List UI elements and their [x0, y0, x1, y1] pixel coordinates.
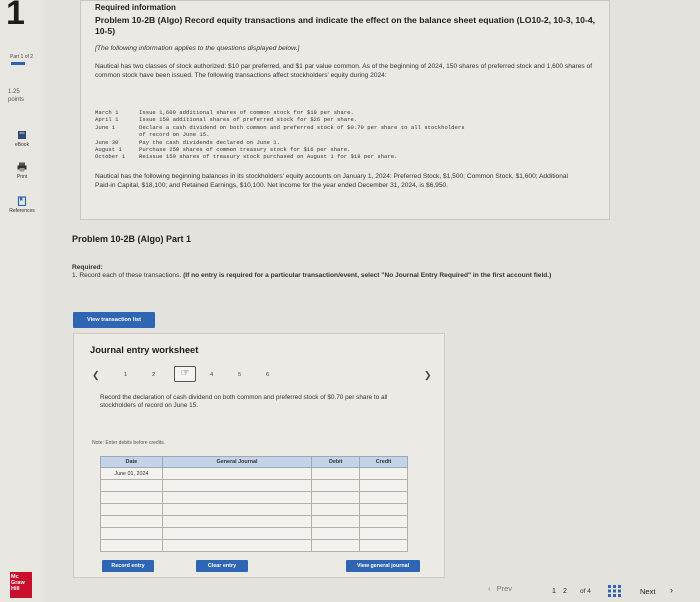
transaction-row: [95, 109, 465, 116]
credit-cell[interactable]: [360, 492, 408, 504]
step-1[interactable]: 1: [124, 372, 128, 378]
debit-cell[interactable]: [312, 516, 360, 528]
intro-text: Nautical has two classes of stock authorized: $10 par preferred, and $1 par value common. As of the beginning of 2024, 150 shares of preferred stock and 1,600 shares of common stock have been issued. The following transactions affect stockholders' equity during 2024:: [95, 63, 593, 79]
transaction-text: Issue 1,600 additional shares of common stock for $19 per share.: [139, 109, 354, 116]
transaction-text: Pay the cash dividends declared on June 1.: [139, 138, 280, 146]
logo-line-2: Graw: [11, 580, 25, 586]
transaction-date: June 1: [95, 123, 116, 131]
transaction-text: Declare a cash dividend on both common and preferred stock of $0.70 per share to all stockholders: [139, 123, 465, 131]
print-label: Print: [16, 174, 28, 180]
transaction-row: [95, 146, 465, 153]
credit-cell[interactable]: [360, 540, 408, 552]
logo-line-1: Mc: [11, 574, 19, 580]
required-label: Required:: [72, 264, 103, 271]
required-information-panel: [80, 0, 610, 220]
account-cell[interactable]: [162, 492, 311, 504]
col-date: Date: [101, 457, 163, 468]
chevron-left-icon: ‹: [488, 584, 491, 593]
transaction-date: March 1: [95, 109, 119, 116]
references-icon: [17, 196, 27, 206]
page-total: of 4: [580, 588, 591, 595]
applies-note: [The following information applies to the questions displayed below.]: [95, 45, 300, 52]
part-indicator: Part 1 of 2: [10, 54, 34, 60]
credit-cell[interactable]: [360, 528, 408, 540]
journal-header-row: [101, 457, 408, 468]
transaction-row: [95, 124, 465, 131]
transaction-date: June 30: [95, 138, 119, 146]
hand-pointer-icon: ☞: [180, 368, 190, 379]
transaction-date: [95, 131, 139, 138]
credit-cell[interactable]: [360, 516, 408, 528]
book-icon: [17, 130, 27, 140]
col-general-journal: General Journal: [162, 457, 311, 468]
account-cell[interactable]: [162, 504, 311, 516]
references-label: References: [9, 208, 35, 214]
transaction-text: of record on June 15.: [139, 131, 210, 139]
step-4[interactable]: 4: [210, 372, 214, 378]
debit-cell[interactable]: [312, 540, 360, 552]
print-button[interactable]: [6, 162, 38, 180]
worksheet-description: Record the declaration of cash dividend on both common and preferred stock of $0.70 per share to all stockholders of record on June 15.: [100, 394, 388, 410]
chevron-right-icon[interactable]: ›: [670, 585, 673, 595]
table-row: [101, 480, 408, 492]
required-text: [72, 272, 612, 281]
page-2[interactable]: 2: [563, 588, 567, 595]
table-row: [101, 468, 408, 480]
account-cell[interactable]: [162, 516, 311, 528]
grid-icon[interactable]: [608, 585, 621, 597]
transaction-row: [95, 116, 465, 123]
problem-title: Problem 10-2B (Algo) Record equity transactions and indicate the effect on the balance sheet equation (LO10-2, 10-3, 10-4, 10-5): [95, 15, 595, 36]
debit-cell[interactable]: [312, 468, 360, 480]
account-cell[interactable]: [162, 540, 311, 552]
view-general-journal-button[interactable]: View general journal: [346, 560, 420, 572]
transactions-list: [95, 109, 465, 161]
view-transaction-list-button[interactable]: View transaction list: [73, 312, 155, 328]
part-title: Problem 10-2B (Algo) Part 1: [72, 234, 192, 244]
date-cell[interactable]: [101, 492, 163, 504]
journal-entry-worksheet: [73, 333, 445, 578]
logo-line-3: Hill: [11, 586, 20, 592]
credit-cell[interactable]: [360, 468, 408, 480]
left-rail: [0, 0, 44, 602]
bottom-navigation: [480, 582, 700, 602]
table-row: [101, 504, 408, 516]
step-5[interactable]: 5: [238, 372, 242, 378]
required-instruction: 1. Record each of these transactions.: [72, 272, 182, 279]
points-label: points: [8, 97, 25, 103]
debit-cell[interactable]: [312, 492, 360, 504]
beginning-balances-text: Nautical has the following beginning balances in its stockholders' equity accounts on January 1, 2024: Preferred Stock, $1,500; Common Stock, $1,600; Additional Paid-in Capital, $18,100; and Retained Earnings, $10,100. Net income for the year ended December 31, 2024, is $6,950.: [95, 173, 568, 189]
ebook-button[interactable]: [6, 130, 38, 148]
record-entry-button[interactable]: Record entry: [102, 560, 154, 572]
points: [8, 88, 24, 104]
chevron-right-icon[interactable]: ❯: [424, 370, 432, 380]
account-cell[interactable]: [162, 528, 311, 540]
journal-table: [100, 456, 408, 552]
references-button[interactable]: [6, 196, 38, 214]
page-1[interactable]: 1: [552, 588, 556, 595]
credit-cell[interactable]: [360, 504, 408, 516]
mcgraw-hill-logo: [10, 572, 32, 598]
points-value: 1.25: [8, 89, 20, 95]
transaction-date: October 1: [95, 153, 126, 161]
prev-button[interactable]: [488, 584, 528, 600]
date-cell[interactable]: [101, 504, 163, 516]
account-cell[interactable]: [162, 480, 311, 492]
transaction-text: Issue 150 additional shares of preferred stock for $26 per share.: [139, 116, 358, 124]
part-progress-bar: [11, 62, 25, 65]
debit-cell[interactable]: [312, 504, 360, 516]
table-row: [101, 516, 408, 528]
note-text: Note: Enter debits before credits.: [92, 440, 166, 446]
ebook-label: eBook: [14, 142, 30, 148]
date-cell[interactable]: [101, 528, 163, 540]
credit-cell[interactable]: [360, 480, 408, 492]
worksheet-title: Journal entry worksheet: [90, 344, 199, 355]
date-cell[interactable]: [101, 516, 163, 528]
transaction-row: [95, 153, 465, 160]
transaction-text: Purchase 250 shares of common treasury stock for $16 per share.: [139, 146, 351, 154]
transaction-date: April 1: [95, 116, 119, 124]
question-number: 1: [6, 0, 25, 32]
table-row: [101, 492, 408, 504]
clear-entry-button[interactable]: Clear entry: [196, 560, 248, 572]
chevron-left-icon[interactable]: ❮: [92, 370, 100, 380]
account-cell[interactable]: [162, 468, 311, 480]
step-3-active[interactable]: [174, 366, 196, 382]
transaction-row: [95, 139, 465, 146]
date-cell[interactable]: [101, 480, 163, 492]
date-cell[interactable]: June 01, 2024: [101, 468, 163, 480]
debit-cell[interactable]: [312, 480, 360, 492]
next-button[interactable]: Next: [640, 587, 656, 596]
debit-cell[interactable]: [312, 528, 360, 540]
date-cell[interactable]: [101, 540, 163, 552]
transaction-text: Reissue 150 shares of treasury stock purchased on August 1 for $18 per share.: [139, 153, 398, 161]
table-row: [101, 540, 408, 552]
required-bold-note: (If no entry is required for a particular transaction/event, select "No Journal Entry Required" in the first account field.): [183, 272, 552, 279]
table-row: [101, 528, 408, 540]
prev-label: Prev: [496, 584, 513, 593]
required-information-heading: Required information: [95, 3, 176, 12]
transaction-date: August 1: [95, 146, 122, 154]
transaction-row: [95, 131, 465, 138]
col-debit: Debit: [312, 457, 360, 468]
step-2[interactable]: 2: [152, 372, 156, 378]
printer-icon: [17, 162, 27, 172]
col-credit: Credit: [360, 457, 408, 468]
step-6[interactable]: 6: [266, 372, 270, 378]
